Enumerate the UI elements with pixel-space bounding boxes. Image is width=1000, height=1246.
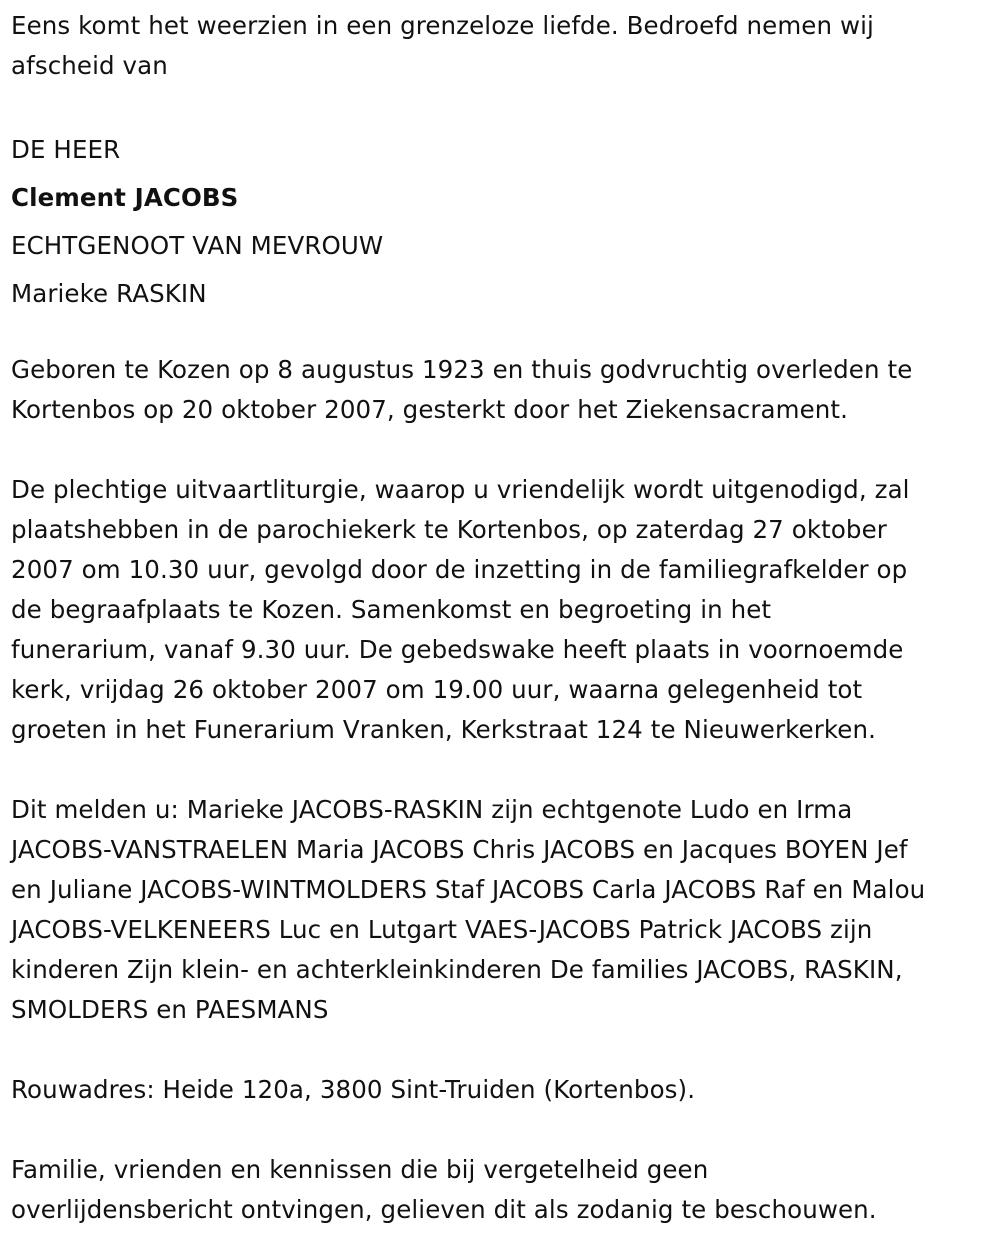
spouse-name: Marieke RASKIN [11,279,207,308]
mourning-address: Rouwadres: Heide 120a, 3800 Sint-Truiden (Kortenbos). [11,1075,696,1104]
ceremony-line: de begraafplaats te Kozen. Samenkomst en begroeting in het [11,595,772,624]
family-line: en Juliane JACOBS-WINTMOLDERS Staf JACOBS Carla JACOBS Raf en Malou [11,875,926,904]
ceremony-line: groeten in het Funerarium Vranken, Kerkstraat 124 te Nieuwerkerken. [11,715,877,744]
spacer [11,86,990,126]
closing-line: Familie, vrienden en kennissen die bij vergetelheid geen [11,1155,709,1184]
ceremony-line: kerk, vrijdag 26 oktober 2007 om 19.00 uur, waarna gelegenheid tot [11,675,863,704]
ceremony-line: funerarium, vanaf 9.30 uur. De gebedswake heeft plaats in voornoemde [11,635,904,664]
intro-line: Eens komt het weerzien in een grenzeloze liefde. Bedroefd nemen wij [11,11,874,40]
deceased-name: Clement JACOBS [11,183,239,212]
intro-paragraph [11,6,990,86]
intro-line: afscheid van [11,51,168,80]
ceremony-paragraph [11,470,990,750]
family-line: Dit melden u: Marieke JACOBS-RASKIN zijn echtgenote Ludo en Irma [11,795,853,824]
birth-death-line: Geboren te Kozen op 8 augustus 1923 en thuis godvruchtig overleden te [11,355,913,384]
ceremony-line: 2007 om 10.30 uur, gevolgd door de inzetting in de familiegrafkelder op [11,555,908,584]
address-paragraph [11,1070,990,1110]
family-line: SMOLDERS en PAESMANS [11,995,329,1024]
family-line: JACOBS-VELKENEERS Luc en Lutgart VAES-JACOBS Patrick JACOBS zijn [11,915,873,944]
family-paragraph [11,790,990,1030]
deceased-relation: ECHTGENOOT VAN MEVROUW [11,231,384,260]
ceremony-line: plaatshebben in de parochiekerk te Kortenbos, op zaterdag 27 oktober [11,515,887,544]
birth-death-line: Kortenbos op 20 oktober 2007, gesterkt door het Ziekensacrament. [11,395,848,424]
spacer [11,318,990,350]
closing-paragraph [11,1150,990,1230]
family-line: kinderen Zijn klein- en achterkleinkinderen De families JACOBS, RASKIN, [11,955,903,984]
ceremony-line: De plechtige uitvaartliturgie, waarop u vriendelijk wordt uitgenodigd, zal [11,475,910,504]
deceased-title: DE HEER [11,135,121,164]
spacer [11,1110,990,1150]
spacer [11,430,990,470]
deceased-block [11,126,990,318]
spacer [11,1030,990,1070]
family-line: JACOBS-VANSTRAELEN Maria JACOBS Chris JACOBS en Jacques BOYEN Jef [11,835,908,864]
spacer [11,750,990,790]
closing-line: overlijdensbericht ontvingen, gelieven dit als zodanig te beschouwen. [11,1195,877,1224]
birth-death-paragraph [11,350,990,430]
